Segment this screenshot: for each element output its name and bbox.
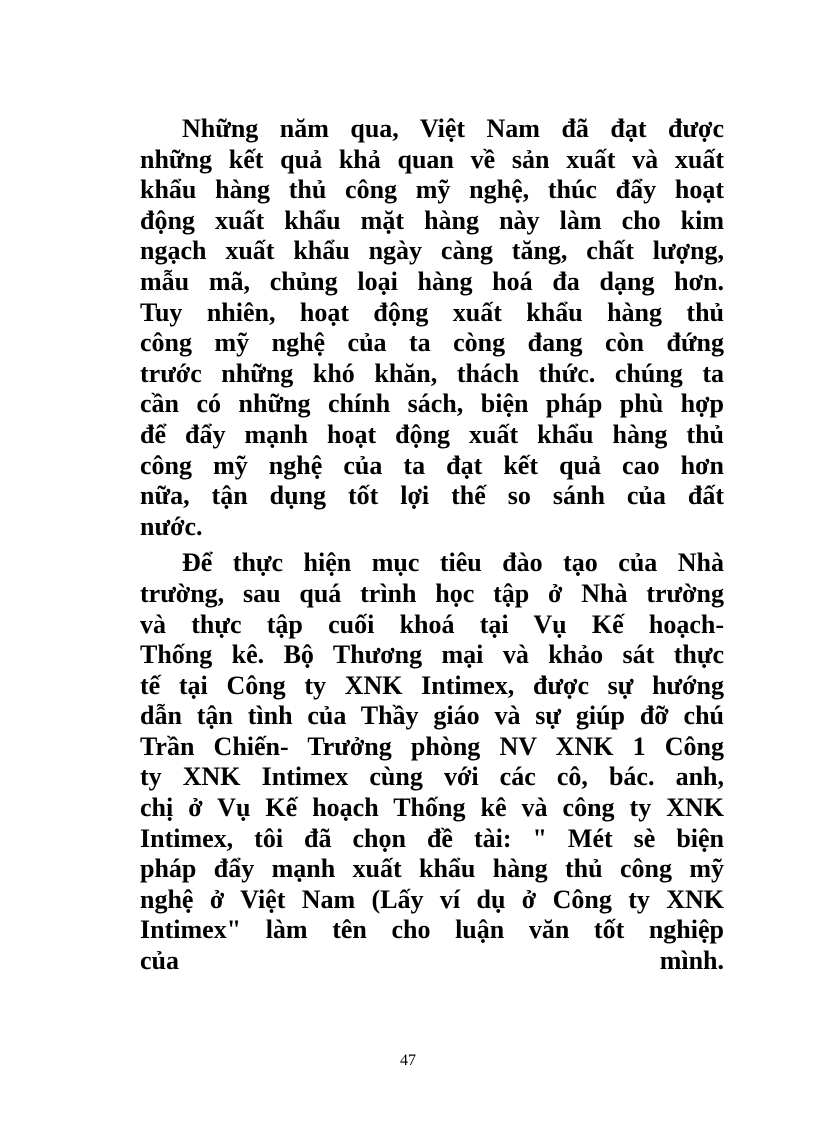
paragraph-line: ngạch xuất khẩu ngày càng tăng, chất lượng,	[140, 236, 724, 266]
paragraph-line: Những năm qua, Việt Nam đã đạt được	[182, 114, 724, 143]
paragraph-line: chị ở Vụ Kế hoạch Thống kê và công ty XNK	[140, 793, 724, 823]
paragraph-line: Trần Chiến- Trưởng phòng NV XNK 1 Công	[140, 731, 724, 761]
paragraph-line: pháp đẩy mạnh xuất khẩu hàng thủ công mỹ	[140, 854, 724, 884]
body-text	[140, 114, 724, 983]
paragraph-line: cần có những chính sách, biện pháp phù hợp	[140, 389, 724, 419]
paragraph-line: Intimex" làm tên cho luận văn tốt nghiệp	[140, 915, 724, 945]
paragraph-line: động xuất khẩu mặt hàng này làm cho kim	[140, 205, 724, 235]
paragraph-line: trường, sau quá trình học tập ở Nhà trường	[140, 578, 724, 608]
paragraph-line: để đẩy mạnh hoạt động xuất khẩu hàng thủ	[140, 419, 724, 449]
paragraph-line: công mỹ nghệ của ta đạt kết quả cao hơn	[140, 450, 724, 480]
paragraph-1	[140, 114, 724, 542]
paragraph-line: mẫu mã, chủng loại hàng hoá đa dạng hơn.	[140, 266, 724, 296]
paragraph-line: dẫn tận tình của Thầy giáo và sự giúp đỡ chú	[140, 701, 724, 731]
paragraph-line: của mình.	[140, 946, 724, 976]
paragraph-line: Thống kê. Bộ Thương mại và khảo sát thực	[140, 640, 724, 670]
paragraph-line: Để thực hiện mục tiêu đào tạo của Nhà	[182, 548, 724, 578]
paragraph-line: Intimex, tôi đã chọn đề tài: " Mét sè biện	[140, 823, 724, 853]
paragraph-line: nữa, tận dụng tốt lợi thế so sánh của đất	[140, 481, 724, 511]
paragraph-2	[140, 548, 724, 976]
paragraph-line: tế tại Công ty XNK Intimex, được sự hướng	[140, 670, 724, 700]
paragraph-line: nghệ ở Việt Nam (Lấy ví dụ ở Công ty XNK	[140, 884, 724, 914]
paragraph-line: công mỹ nghệ của ta còng đang còn đứng	[140, 328, 724, 358]
paragraph-line: và thực tập cuối khoá tại Vụ Kế hoạch-	[140, 609, 724, 639]
paragraph-line: trước những khó khăn, thách thức. chúng ta	[140, 358, 724, 388]
paragraph-line: khẩu hàng thủ công mỹ nghệ, thúc đẩy hoạt	[140, 175, 724, 205]
paragraph-line: Tuy nhiên, hoạt động xuất khẩu hàng thủ	[140, 297, 724, 327]
page-number: 47	[400, 1052, 416, 1069]
paragraph-line: nước.	[140, 511, 203, 541]
paragraph-line: những kết quả khả quan về sản xuất và xuất	[140, 144, 724, 174]
paragraph-line: ty XNK Intimex cùng với các cô, bác. anh,	[140, 762, 724, 792]
